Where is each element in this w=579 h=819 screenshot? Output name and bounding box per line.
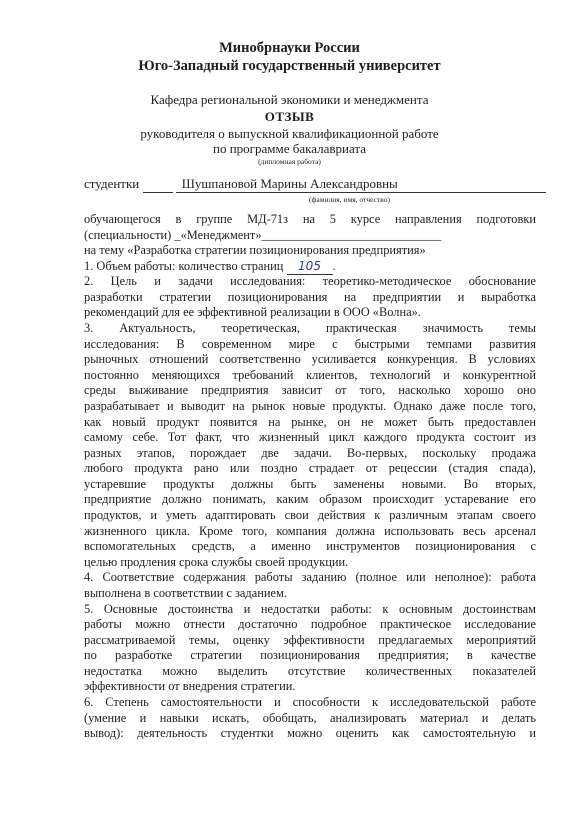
body-line: вспомогательных средств, а именно инструментов позиционирования с: [84, 539, 536, 554]
body-line: 6. Степень самостоятельности и способности к исследовательской работе: [84, 694, 536, 709]
body-line: постоянно меняющихся требований клиентов, технологий и конкурентной: [84, 367, 536, 382]
body-line: работы можно отнести достаточно подробное практическое исследование: [84, 617, 536, 632]
item1-suffix: .: [332, 258, 336, 273]
body-line: 3. Актуальность, теоретическая, практическая значимость темы: [84, 321, 536, 336]
body-line: целью продления срока службы своей продукции.: [84, 554, 349, 569]
student-name-field: [176, 176, 546, 193]
body-line: как новый продукт появится на рынке, он не может быть предоставлен: [84, 414, 536, 429]
body-line: недостатка можно выделить отсутствие количественных показателей: [84, 663, 536, 678]
body-line: устаревшие продукты должны быть заменены новыми. Во вторых,: [84, 476, 536, 491]
student-row: [84, 176, 546, 193]
body-line: самому себе. Тот факт, что жизненный цикл каждого продукта состоит из: [84, 430, 536, 445]
body-line: любого продукта рано или поздно страдает от рецессии (стадия спада),: [84, 461, 536, 476]
handwritten-page-count: 105: [287, 259, 333, 276]
body-line: рекомендаций для ее эффективной реализации в ООО «Волна».: [84, 305, 421, 320]
student-name: Шушпановой Марины Александровны: [181, 176, 398, 191]
department-name: Кафедра региональной экономики и менеджмента: [150, 92, 429, 107]
work-type-note: (дипломная работа): [258, 157, 321, 166]
student-label: студентки: [84, 176, 140, 191]
body-line: на тему «Разработка стратегии позиционирования предприятия»: [84, 243, 426, 258]
body-line: вывод): деятельность студентки можно оценить как самостоятельную и: [84, 726, 536, 741]
body-line: по разработке стратегии позиционирования предприятия; в качестве: [84, 648, 536, 663]
body-line: продуктов, и уметь адаптировать свои действия к различным этапам своего: [84, 508, 536, 523]
document-subtitle-line1: руководителя о выпускной квалификационной работе: [140, 126, 439, 141]
body-line: разработки стратегии позиционирования на предприятии и выработка: [84, 289, 536, 304]
document-subtitle-line2: по программе бакалавриата: [212, 141, 367, 156]
body-line: обучающегося в группе МД-71з на 5 курсе направления подготовки: [84, 212, 536, 226]
student-name-note: (фамилия, имя, отчество): [309, 195, 390, 204]
body-line: (специальности) _«Менеджмент»_____________________________: [84, 227, 442, 242]
body-line: исследования: В современном мире с быстрыми темпами развития: [84, 336, 536, 351]
ministry-name: Минобрнауки России: [219, 40, 360, 56]
body-line: рыночных отношений соответственно усиливается конкуренция. В условиях: [84, 352, 536, 367]
body-line: выполнена в соответствии с заданием.: [84, 585, 287, 600]
document-type-title: ОТЗЫВ: [264, 109, 315, 124]
item1-page-count-line: [84, 259, 536, 276]
body-line: жизненного цикла. Кроме того, компания должна использовать весь арсенал: [84, 523, 536, 538]
body-line: рассматриваемой темы, оценку эффективности предлагаемых мероприятий: [84, 632, 536, 647]
body-line: 5. Основные достоинства и недостатки работы: к основным достоинствам: [84, 601, 536, 616]
body-line: предприятие должно понимать, каким образом происходит устаревание его: [84, 492, 536, 507]
blank-line: [143, 176, 173, 193]
body-line: 2. Цель и задачи исследования: теоретико-методическое обоснование: [84, 274, 536, 289]
body-line: разных этапов, порождает две задачи. Во-первых, поскольку продажа: [84, 445, 536, 460]
item1-label: 1. Объем работы: количество страниц: [84, 258, 287, 273]
body-line: эффективности от внедрения стратегии.: [84, 679, 296, 694]
body-line: (умение и навыки искать, обобщать, анализировать материал и делать: [84, 710, 536, 725]
university-name: Юго-Западный государственный университет: [138, 58, 441, 74]
body-line: 4. Соответствие содержания работы заданию (полное или неполное): работа: [84, 570, 536, 585]
body-line: разрабатывает и выводит на рынок новые продукты. Однако даже после того,: [84, 398, 536, 413]
body-line: среды выживание предприятия зависит от того, насколько хорошо оно: [84, 383, 536, 398]
